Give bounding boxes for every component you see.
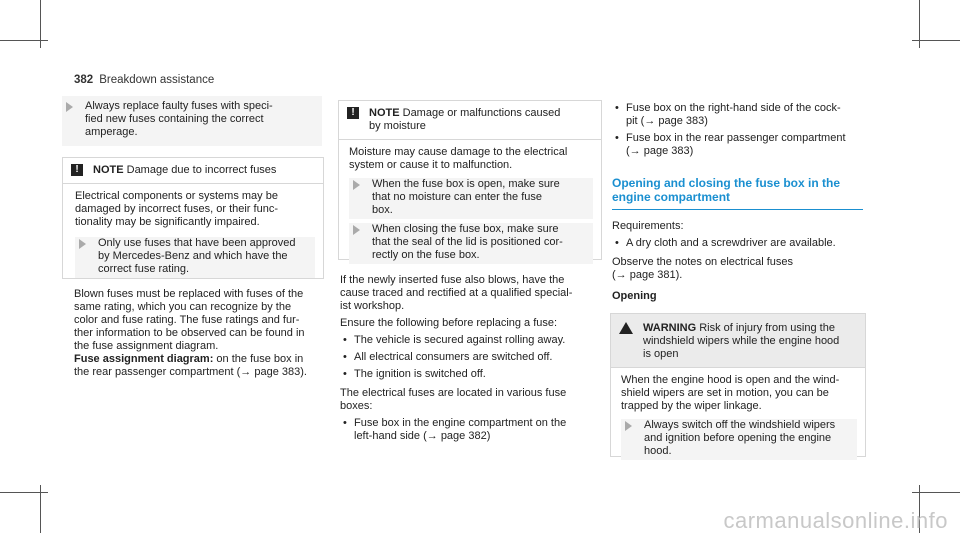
note-label: NOTE xyxy=(93,164,124,176)
step-replace-fuses xyxy=(62,96,322,146)
warning-title: Risk of injury from using the xyxy=(699,322,835,334)
text-line: box. xyxy=(372,204,393,216)
text-line: tionality may be significantly impaired. xyxy=(75,216,260,228)
list-item: • The vehicle is secured against rolling away. xyxy=(340,334,602,347)
text-line: boxes: xyxy=(340,400,373,412)
list-item: • All electrical consumers are switched off. xyxy=(340,351,602,364)
text-line: Moisture may cause damage to the electrical xyxy=(349,146,568,158)
warning-label: WARNING xyxy=(643,322,697,334)
text-line: the fuse assignment diagram. xyxy=(74,340,219,352)
text-line: fied new fuses containing the correct xyxy=(85,113,264,125)
text-line: system or cause it to malfunction. xyxy=(349,159,513,171)
step-arrow-icon xyxy=(625,421,632,431)
text-line: Always switch off the windshield wipers xyxy=(644,419,836,431)
page-reference-link[interactable]: (→ page 381). xyxy=(612,269,683,281)
list-item: • A dry cloth and a screwdriver are available. xyxy=(612,237,874,250)
note-moisture xyxy=(338,100,602,260)
section-rule xyxy=(612,209,863,210)
crop-mark xyxy=(912,492,960,493)
text-line: that the seal of the lid is positioned cor- xyxy=(372,236,563,248)
subheading: Opening xyxy=(612,290,657,302)
text-line: correct fuse rating. xyxy=(98,263,190,275)
text-line: Always replace faulty fuses with speci- xyxy=(85,100,273,112)
crop-mark xyxy=(912,40,960,41)
note-title: Damage or malfunctions caused xyxy=(402,107,561,119)
watermark: carmanualsonline.info xyxy=(723,508,948,533)
text-line: Opening and closing the fuse box in the xyxy=(612,176,841,190)
step-arrow-icon xyxy=(353,225,360,235)
text-line: by Mercedes-Benz and which have the xyxy=(98,250,288,262)
diagram-label: Fuse assignment diagram: xyxy=(74,353,214,365)
col3-requirements xyxy=(612,220,874,303)
crop-mark xyxy=(0,40,48,41)
text-line: Observe the notes on electrical fuses xyxy=(612,256,793,268)
text-line: rectly on the fuse box. xyxy=(372,249,480,261)
step-arrow-icon xyxy=(79,239,86,249)
exclamation-icon: ! xyxy=(71,164,83,176)
exclamation-icon: ! xyxy=(347,107,359,119)
warning-wipers xyxy=(610,313,866,457)
page-reference-link[interactable]: (→ page 383) xyxy=(626,145,694,157)
text-line: Electrical components or systems may be xyxy=(75,190,278,202)
text-line: When closing the fuse box, make sure xyxy=(372,223,559,235)
list-item xyxy=(340,417,602,443)
text-line: hood. xyxy=(644,445,672,457)
text-line: Only use fuses that have been approved xyxy=(98,237,296,249)
text-line: Blown fuses must be replaced with fuses of the xyxy=(74,288,304,300)
warning-title: is open xyxy=(643,348,679,360)
section-title: Breakdown assistance xyxy=(99,74,215,86)
note-incorrect-fuses xyxy=(62,157,324,279)
warning-title: windshield wipers while the engine hood xyxy=(643,335,840,347)
page-number: 382 xyxy=(74,74,94,86)
list-item: • The ignition is switched off. xyxy=(340,368,602,381)
warning-icon xyxy=(619,322,633,334)
text-line: same rating, which you can recognize by the xyxy=(74,301,292,313)
note-title: by moisture xyxy=(369,120,426,132)
text-line: and ignition before opening the engine xyxy=(644,432,832,444)
text-line: engine compartment xyxy=(612,190,731,204)
text-line: The electrical fuses are located in various fuse xyxy=(340,387,567,399)
text-line: ther information to be observed can be found in xyxy=(74,327,305,339)
text-line: damaged by incorrect fuses, or their func- xyxy=(75,203,278,215)
crop-mark xyxy=(0,492,48,493)
text-line: that no moisture can enter the fuse xyxy=(372,191,542,203)
text-line: • Fuse box in the engine compartment on the xyxy=(354,417,567,429)
page-reference-link[interactable]: the rear passenger compartment (→ page 383). xyxy=(74,366,307,378)
text-line: amperage. xyxy=(85,126,138,138)
text-line: When the fuse box is open, make sure xyxy=(372,178,560,190)
text-line: ist workshop. xyxy=(340,300,405,312)
text-line: • Fuse box on the right-hand side of the cock- xyxy=(626,102,841,114)
note-label: NOTE xyxy=(369,107,400,119)
step-arrow-icon xyxy=(66,102,73,112)
step-arrow-icon xyxy=(353,180,360,190)
col2-text xyxy=(340,274,602,443)
page-reference-link[interactable]: left-hand side (→ page 382) xyxy=(354,430,491,442)
page-header xyxy=(74,74,214,87)
text-line: If the newly inserted fuse also blows, have the xyxy=(340,274,565,286)
list-item xyxy=(612,102,874,128)
page-reference-link[interactable]: pit (→ page 383) xyxy=(626,115,708,127)
text-line: • Fuse box in the rear passenger compartment xyxy=(626,132,846,144)
list-item xyxy=(612,132,874,158)
text-line: shield wipers are set in motion, you can be xyxy=(621,387,829,399)
section-heading xyxy=(612,176,874,204)
paragraph-blown-fuses xyxy=(74,288,332,379)
text-line: When the engine hood is open and the wind- xyxy=(621,374,840,386)
text-line: color and fuse rating. The fuse ratings and fur- xyxy=(74,314,300,326)
text-line: Requirements: xyxy=(612,220,684,232)
text-line: Ensure the following before replacing a fuse: xyxy=(340,317,558,329)
note-title: Damage due to incorrect fuses xyxy=(126,164,277,176)
text-line: trapped by the wiper linkage. xyxy=(621,400,762,412)
text-line: on the fuse box in xyxy=(213,353,304,365)
text-line: cause traced and rectified at a qualified special- xyxy=(340,287,573,299)
col3-text xyxy=(612,102,874,204)
